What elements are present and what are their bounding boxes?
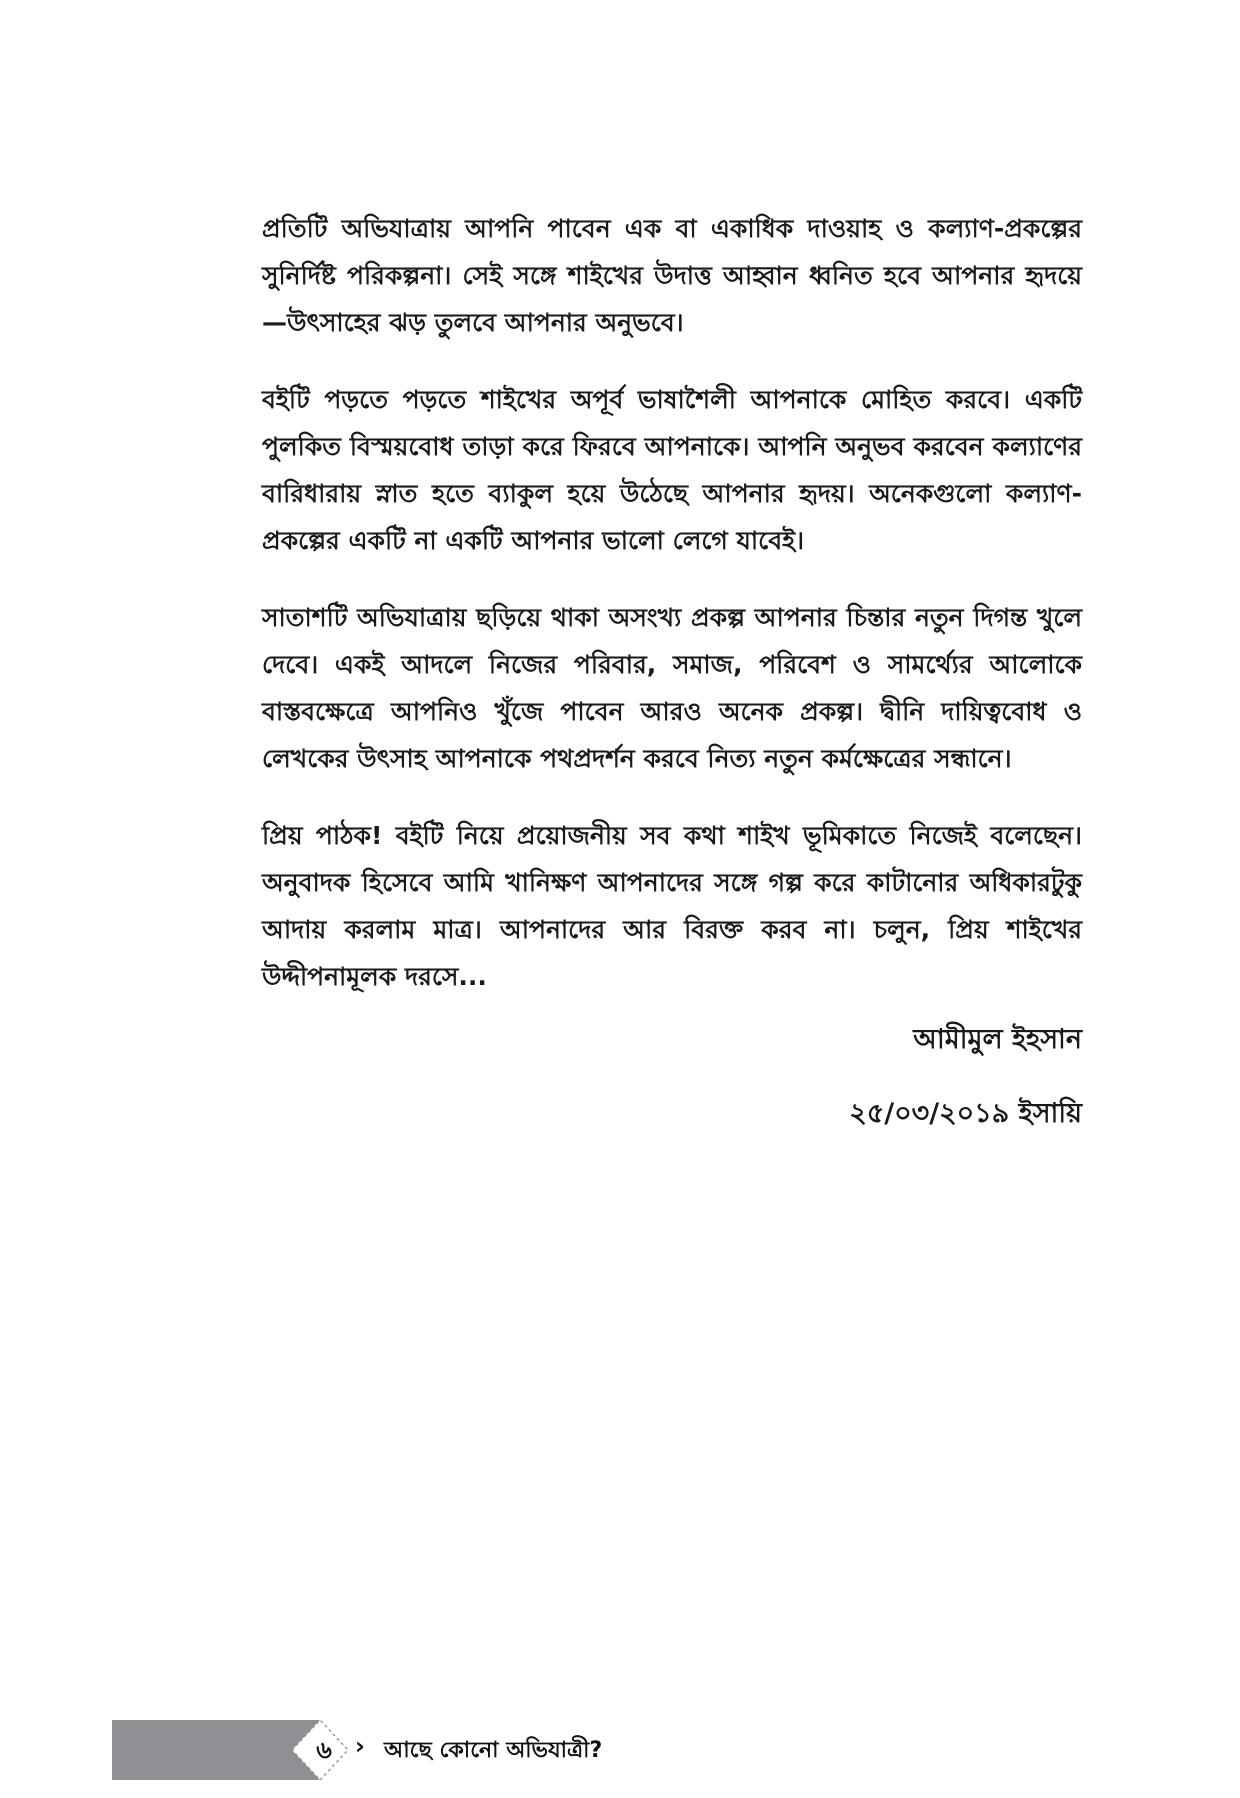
book-title: আছে কোনো অভিযাত্রী?	[384, 1738, 603, 1763]
paragraph-4: প্রিয় পাঠক! বইটি নিয়ে প্রয়োজনীয় সব কথা শাইখ ভূমিকাতে নিজেই বলেছেন। অনুবাদক হিসেবে আমি খানিক্ষণ আপনাদের সঙ্গে গল্প করে কাটানোর অধিকারটুকু আদায় করলাম মাত্র। আপনাদের আর বিরক্ত করব না। চলুন, প্রিয় শাইখের উদ্দীপনামূলক দরসে...	[262, 821, 1082, 991]
page-number: ৬	[316, 1736, 332, 1764]
body-text	[262, 205, 1082, 1030]
signature-date: ২৫/০৩/২০১৯ ইসায়ি	[849, 1098, 1082, 1129]
page-footer	[112, 1720, 612, 1780]
signature-block	[849, 1020, 1082, 1134]
paragraph-3: সাতাশটি অভিযাত্রায় ছড়িয়ে থাকা অসংখ্য প্রকল্প আপনার চিন্তার নতুন দিগন্ত খুলে দেবে। একই আদলে নিজের পরিবার, সমাজ, পরিবেশ ও সামর্থ্যের আলোকে বাস্তবক্ষেত্রে আপনিও খুঁজে পাবেন আরও অনেক প্রকল্প। দ্বীনি দায়িত্ববোধ ও লেখকের উৎসাহ আপনাকে পথপ্রদর্শন করবে নিত্য নতুন কর্মক্ষেত্রের সন্ধানে।	[262, 603, 1082, 773]
paragraph-1: প্রতিটি অভিযাত্রায় আপনি পাবেন এক বা একাধিক দাওয়াহ ও কল্যাণ-প্রকল্পের সুনির্দিষ্ট পরিকল্পনা। সেই সঙ্গে শাইখের উদাত্ত আহ্বান ধ্বনিত হবে আপনার হৃদয়ে—উৎসাহের ঝড় তুলবে আপনার অনুভবে।	[262, 214, 1082, 337]
chevron-right-icon: ›	[355, 1732, 365, 1760]
translator-name: আমীমুল ইহসান	[913, 1024, 1082, 1055]
paragraph-2: বইটি পড়তে পড়তে শাইখের অপূর্ব ভাষাশৈলী আপনাকে মোহিত করবে। একটি পুলকিত বিস্ময়বোধ তাড়া করে ফিরবে আপনাকে। আপনি অনুভব করবেন কল্যাণের বারিধারায় স্নাত হতে ব্যাকুল হয়ে উঠেছে আপনার হৃদয়। অনেকগুলো কল্যাণ-প্রকল্পের একটি না একটি আপনার ভালো লেগে যাবেই।	[262, 385, 1082, 555]
